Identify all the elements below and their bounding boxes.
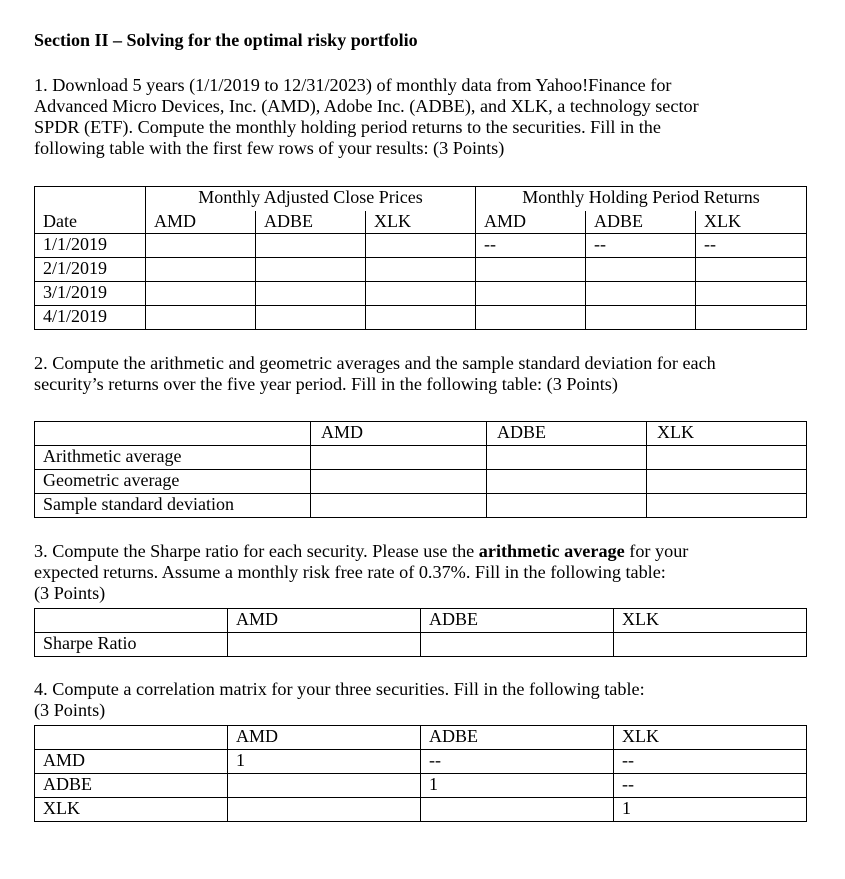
q4-instructions (34, 679, 814, 721)
value-cell[interactable] (146, 306, 256, 330)
q4-line: (3 Points) (34, 700, 106, 720)
q3-text-pre: 3. Compute the Sharpe ratio for each security. Please use the (34, 541, 479, 561)
table-row (35, 633, 807, 657)
value-cell[interactable] (366, 258, 476, 282)
col-header-amd: AMD (311, 422, 487, 446)
table-row (35, 446, 807, 470)
table-row (35, 306, 807, 330)
col-header-adbe: ADBE (421, 726, 614, 750)
row-label-std-dev: Sample standard deviation (35, 494, 311, 518)
corner-cell (35, 187, 146, 211)
row-label-geometric: Geometric average (35, 470, 311, 494)
row-label-arithmetic: Arithmetic average (35, 446, 311, 470)
row-label-adbe: ADBE (35, 774, 228, 798)
value-cell[interactable] (366, 282, 476, 306)
value-cell[interactable] (586, 306, 696, 330)
table-row (35, 798, 807, 822)
date-header: Date (35, 211, 146, 234)
value-cell[interactable] (586, 282, 696, 306)
value-cell[interactable] (647, 494, 807, 518)
q2-instructions (34, 353, 814, 395)
value-cell: 1 (614, 798, 807, 822)
q3-sharpe-table (34, 608, 807, 657)
col-header-adbe: ADBE (487, 422, 647, 446)
value-cell: -- (421, 750, 614, 774)
table-row (35, 750, 807, 774)
table-row (35, 494, 807, 518)
q3-line (34, 541, 814, 562)
value-cell: 1 (421, 774, 614, 798)
value-cell[interactable] (228, 774, 421, 798)
col-header-xlk-return: XLK (696, 211, 807, 234)
value-cell[interactable] (256, 282, 366, 306)
value-cell[interactable] (256, 258, 366, 282)
value-cell[interactable] (476, 258, 586, 282)
row-label-amd: AMD (35, 750, 228, 774)
table-row (35, 470, 807, 494)
corner-cell (35, 609, 228, 633)
q4-line: 4. Compute a correlation matrix for your three securities. Fill in the following table: (34, 679, 645, 699)
value-cell[interactable] (696, 282, 807, 306)
col-header-amd-return: AMD (476, 211, 586, 234)
table-row (35, 234, 807, 258)
corner-cell (35, 422, 311, 446)
corner-cell (35, 726, 228, 750)
q3-line: expected returns. Assume a monthly risk free rate of 0.37%. Fill in the following table: (34, 562, 666, 582)
date-cell: 4/1/2019 (35, 306, 146, 330)
value-cell[interactable] (146, 258, 256, 282)
value-cell: -- (696, 234, 807, 258)
col-header-xlk: XLK (647, 422, 807, 446)
table-row (35, 282, 807, 306)
q3-instructions (34, 541, 814, 604)
value-cell[interactable] (228, 633, 421, 657)
value-cell[interactable] (421, 633, 614, 657)
q3-line: (3 Points) (34, 583, 106, 603)
value-cell[interactable] (366, 306, 476, 330)
col-header-xlk: XLK (614, 726, 807, 750)
date-cell: 3/1/2019 (35, 282, 146, 306)
col-header-adbe: ADBE (421, 609, 614, 633)
value-cell[interactable] (487, 470, 647, 494)
date-cell: 2/1/2019 (35, 258, 146, 282)
value-cell: -- (614, 774, 807, 798)
q1-line: SPDR (ETF). Compute the monthly holding period returns to the securities. Fill in the (34, 117, 661, 137)
table-row (35, 258, 807, 282)
q4-correlation-table (34, 725, 807, 822)
group-header-returns: Monthly Holding Period Returns (476, 187, 807, 211)
row-label-sharpe: Sharpe Ratio (35, 633, 228, 657)
value-cell[interactable] (476, 282, 586, 306)
value-cell[interactable] (614, 633, 807, 657)
col-header-amd: AMD (228, 609, 421, 633)
value-cell[interactable] (311, 446, 487, 470)
value-cell: -- (614, 750, 807, 774)
value-cell: -- (476, 234, 586, 258)
value-cell[interactable] (696, 258, 807, 282)
col-header-adbe: ADBE (256, 211, 366, 234)
q1-line: 1. Download 5 years (1/1/2019 to 12/31/2023) of monthly data from Yahoo!Finance for (34, 75, 672, 95)
col-header-amd: AMD (228, 726, 421, 750)
value-cell[interactable] (696, 306, 807, 330)
value-cell: 1 (228, 750, 421, 774)
q2-line: 2. Compute the arithmetic and geometric averages and the sample standard deviation for each (34, 353, 716, 373)
value-cell[interactable] (256, 306, 366, 330)
value-cell[interactable] (476, 306, 586, 330)
q2-line: security’s returns over the five year period. Fill in the following table: (3 Points) (34, 374, 618, 394)
q1-line: Advanced Micro Devices, Inc. (AMD), Adobe Inc. (ADBE), and XLK, a technology sector (34, 96, 699, 116)
value-cell[interactable] (487, 446, 647, 470)
value-cell[interactable] (256, 234, 366, 258)
value-cell: -- (586, 234, 696, 258)
q1-returns-table (34, 186, 807, 330)
col-header-amd: AMD (146, 211, 256, 234)
value-cell[interactable] (487, 494, 647, 518)
section-title: Section II – Solving for the optimal risky portfolio (34, 30, 418, 50)
col-header-xlk: XLK (614, 609, 807, 633)
q3-text-bold: arithmetic average (478, 541, 625, 561)
value-cell[interactable] (146, 234, 256, 258)
group-header-prices: Monthly Adjusted Close Prices (146, 187, 476, 211)
col-header-adbe-return: ADBE (586, 211, 696, 234)
col-header-xlk: XLK (366, 211, 476, 234)
q1-instructions (34, 75, 814, 159)
value-cell[interactable] (586, 258, 696, 282)
value-cell[interactable] (647, 470, 807, 494)
row-label-xlk: XLK (35, 798, 228, 822)
value-cell[interactable] (146, 282, 256, 306)
q1-line: following table with the first few rows of your results: (3 Points) (34, 138, 505, 158)
q2-statistics-table (34, 421, 807, 518)
value-cell[interactable] (421, 798, 614, 822)
value-cell[interactable] (647, 446, 807, 470)
q3-text-post: for your (624, 541, 689, 561)
value-cell[interactable] (311, 470, 487, 494)
date-cell: 1/1/2019 (35, 234, 146, 258)
value-cell[interactable] (311, 494, 487, 518)
value-cell[interactable] (228, 798, 421, 822)
value-cell[interactable] (366, 234, 476, 258)
table-row (35, 774, 807, 798)
